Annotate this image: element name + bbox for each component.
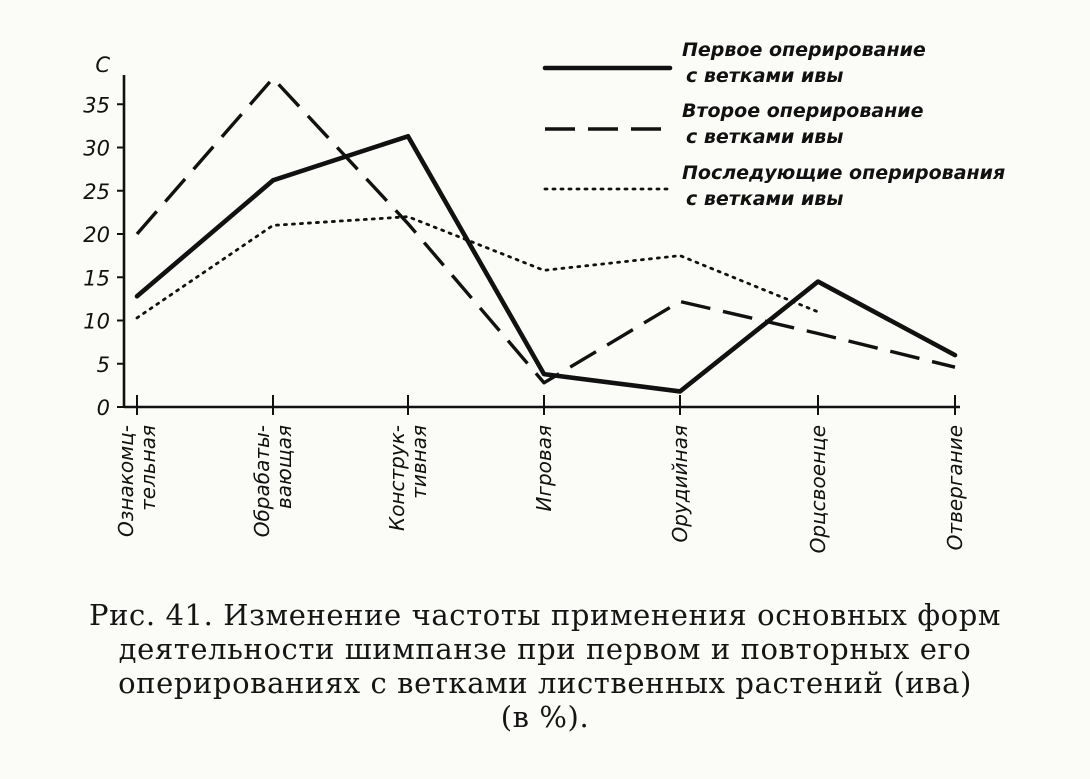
x-category-label-line: Отвергание [943, 425, 967, 551]
legend-label [682, 39, 926, 87]
caption-line: Рис. 41. Изменение частоты применения основных форм [88, 598, 1002, 632]
caption-line: оперированиях с ветками лиственных растений (ива) [118, 666, 972, 700]
y-tick-label: 5 [96, 352, 110, 377]
caption-line: (в %). [500, 700, 590, 734]
legend-label-line: Второе оперирование [682, 100, 924, 122]
series-line-dotted [137, 217, 818, 318]
x-category-label-line: Орцсвоенце [806, 425, 830, 554]
legend-label [682, 162, 1005, 210]
x-category-label-line: Ознакомц- [114, 425, 138, 537]
legend-label [682, 100, 924, 148]
x-category-label-line: тельная [136, 425, 160, 511]
x-category-label-line: Конструк- [385, 425, 409, 531]
series-line-dashed [137, 78, 955, 382]
legend-label-line: с ветками ивы [686, 126, 844, 148]
x-category-label [385, 425, 431, 531]
x-category-label [943, 425, 967, 550]
legend-label-line: с ветками ивы [686, 65, 844, 87]
figure-caption [40, 598, 1050, 734]
y-tick-label: 30 [83, 136, 110, 161]
x-category-label [532, 425, 556, 511]
x-category-label-line: тивная [407, 425, 431, 499]
legend-label-line: Последующие оперирования [682, 162, 1006, 184]
legend-label-line: с ветками ивы [686, 188, 844, 210]
legend [545, 39, 1005, 210]
x-category-label-line: Орудийная [668, 425, 692, 543]
caption-line: деятельности шимпанзе при первом и повторных его [118, 632, 972, 666]
y-axis-label: С [95, 53, 110, 77]
legend-label-line: Первое оперирование [682, 39, 926, 61]
x-category-label-line: вающая [272, 425, 296, 510]
x-category-label-line: Игровая [532, 425, 556, 512]
y-tick-label: 0 [96, 396, 110, 420]
y-tick-label: 15 [83, 266, 110, 291]
y-tick-label: 10 [83, 309, 110, 334]
x-category-label [806, 425, 830, 553]
x-category-label [114, 425, 160, 537]
x-category-label-line: Обрабаты- [250, 425, 274, 538]
y-tick-label: 20 [83, 223, 110, 247]
y-tick-label: 35 [83, 93, 110, 118]
x-category-label [668, 425, 692, 542]
y-tick-label: 25 [83, 179, 110, 204]
x-category-label [250, 425, 296, 537]
